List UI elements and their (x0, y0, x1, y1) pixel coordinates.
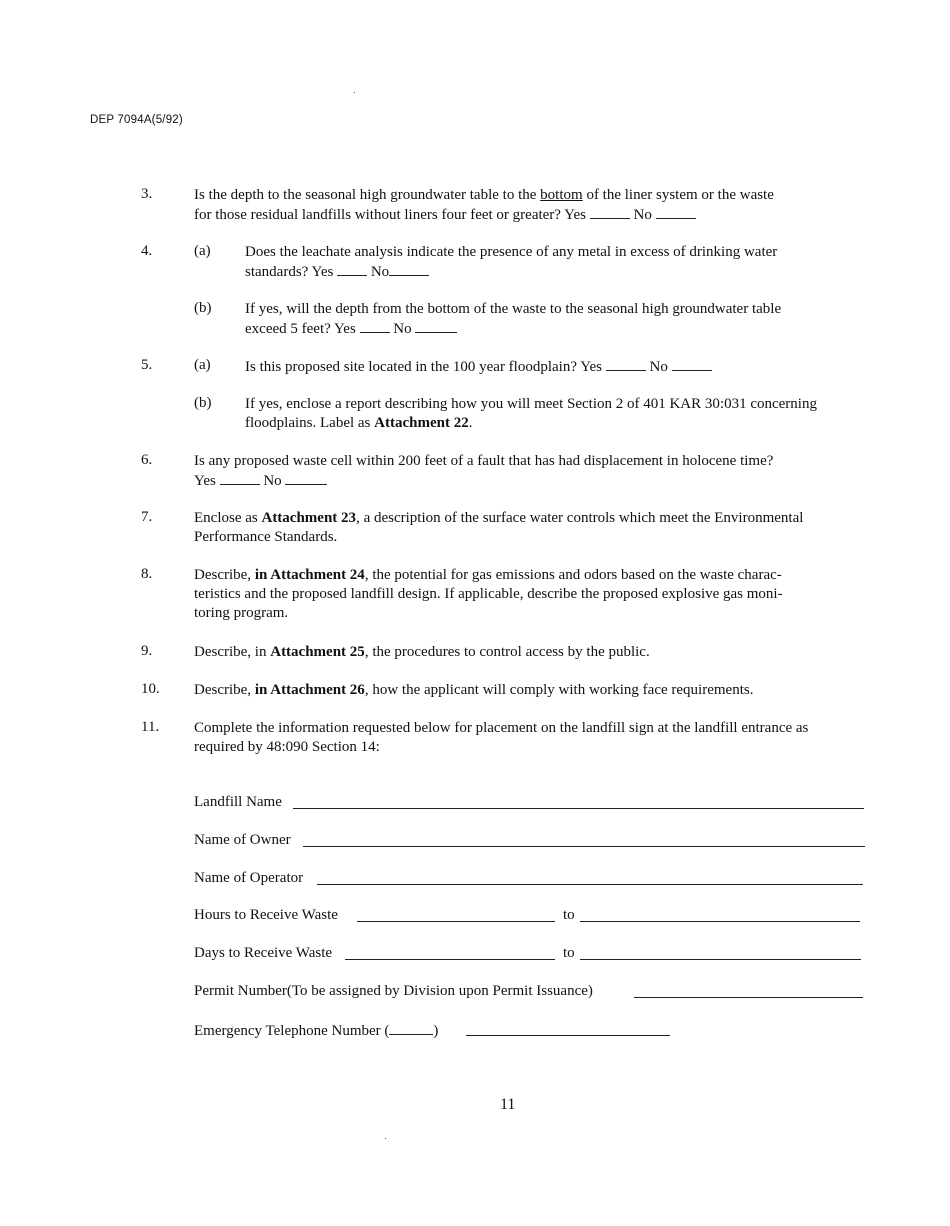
form-code: DEP 7094A(5/92) (90, 114, 183, 126)
yes-blank[interactable] (360, 319, 390, 333)
operator-name-field[interactable] (317, 884, 863, 885)
days-from-field[interactable] (345, 959, 555, 960)
area-code-blank[interactable] (389, 1021, 433, 1035)
question-11-line-1: Complete the information requested below for placement on the landfill sign at the landfill entrance as (194, 720, 809, 736)
item-number: 10. (141, 681, 160, 697)
sub-label: (a) (194, 357, 211, 373)
sub-label: (b) (194, 395, 212, 411)
yes-blank[interactable] (337, 262, 367, 276)
question-5a-line-1: Is this proposed site located in the 100 year floodplain? Yes No (245, 357, 712, 377)
item-number: 11. (141, 719, 160, 735)
hours-from-field[interactable] (357, 921, 555, 922)
question-5b-line-2: floodplains. Label as Attachment 22. (245, 415, 473, 431)
question-6-line-2: Yes No (194, 471, 327, 491)
question-10-line-1: Describe, in Attachment 26, how the applicant will comply with working face requirements. (194, 682, 754, 698)
question-8-line-2: teristics and the proposed landfill design. If applicable, describe the proposed explosive gas moni- (194, 586, 783, 602)
question-8-line-3: toring program. (194, 605, 289, 621)
question-9-line-1: Describe, in Attachment 25, the procedures to control access by the public. (194, 644, 650, 660)
hours-to-field[interactable] (580, 921, 860, 922)
question-4a-line-2: standards? Yes No (245, 262, 429, 282)
owner-name-label: Name of Owner (194, 832, 291, 848)
question-4a-line-1: Does the leachate analysis indicate the presence of any metal in excess of drinking water (245, 244, 778, 260)
item-number: 8. (141, 566, 153, 582)
no-blank[interactable] (285, 471, 327, 485)
item-number: 9. (141, 643, 153, 659)
item-number: 6. (141, 452, 153, 468)
question-3-line-2: for those residual landfills without liners four feet or greater? Yes No (194, 205, 696, 225)
question-11-line-2: required by 48:090 Section 14: (194, 739, 380, 755)
owner-name-field[interactable] (303, 846, 865, 847)
item-number: 4. (141, 243, 153, 259)
days-label: Days to Receive Waste (194, 945, 333, 961)
hours-to-label: to (563, 907, 575, 923)
landfill-name-label: Landfill Name (194, 794, 282, 810)
question-7-line-2: Performance Standards. (194, 529, 338, 545)
no-blank[interactable] (672, 357, 712, 371)
yes-blank[interactable] (606, 357, 646, 371)
permit-number-field[interactable] (634, 997, 863, 998)
scan-speck (354, 92, 355, 93)
sub-label: (b) (194, 300, 212, 316)
sub-label: (a) (194, 243, 211, 259)
hours-label: Hours to Receive Waste (194, 907, 338, 923)
operator-name-label: Name of Operator (194, 870, 304, 886)
no-blank[interactable] (415, 319, 457, 333)
question-4b-line-2: exceed 5 feet? Yes No (245, 319, 457, 339)
page-number: 11 (500, 1096, 516, 1113)
question-6-line-1: Is any proposed waste cell within 200 feet of a fault that has had displacement in holocene time? (194, 453, 774, 469)
question-4b-line-1: If yes, will the depth from the bottom of the waste to the seasonal high groundwater table (245, 301, 782, 317)
item-number: 3. (141, 186, 153, 202)
landfill-name-field[interactable] (293, 808, 864, 809)
yes-blank[interactable] (590, 205, 630, 219)
scan-speck (385, 1138, 386, 1139)
emergency-phone-field[interactable] (466, 1035, 670, 1036)
no-blank[interactable] (389, 262, 429, 276)
question-7-line-1: Enclose as Attachment 23, a description of the surface water controls which meet the Environmental (194, 510, 804, 526)
days-to-field[interactable] (580, 959, 861, 960)
item-number: 5. (141, 357, 153, 373)
item-number: 7. (141, 509, 153, 525)
days-to-label: to (563, 945, 575, 961)
question-5b-line-1: If yes, enclose a report describing how you will meet Section 2 of 401 KAR 30:031 concerning (245, 396, 817, 412)
emergency-phone-label: Emergency Telephone Number ( ) (194, 1023, 439, 1039)
question-3-line-1: Is the depth to the seasonal high groundwater table to the bottom of the liner system or the waste (194, 187, 774, 203)
permit-number-label: Permit Number(To be assigned by Division upon Permit Issuance) (194, 983, 593, 999)
question-8-line-1: Describe, in Attachment 24, the potential for gas emissions and odors based on the waste charac- (194, 567, 782, 583)
yes-blank[interactable] (220, 471, 260, 485)
no-blank[interactable] (656, 205, 696, 219)
